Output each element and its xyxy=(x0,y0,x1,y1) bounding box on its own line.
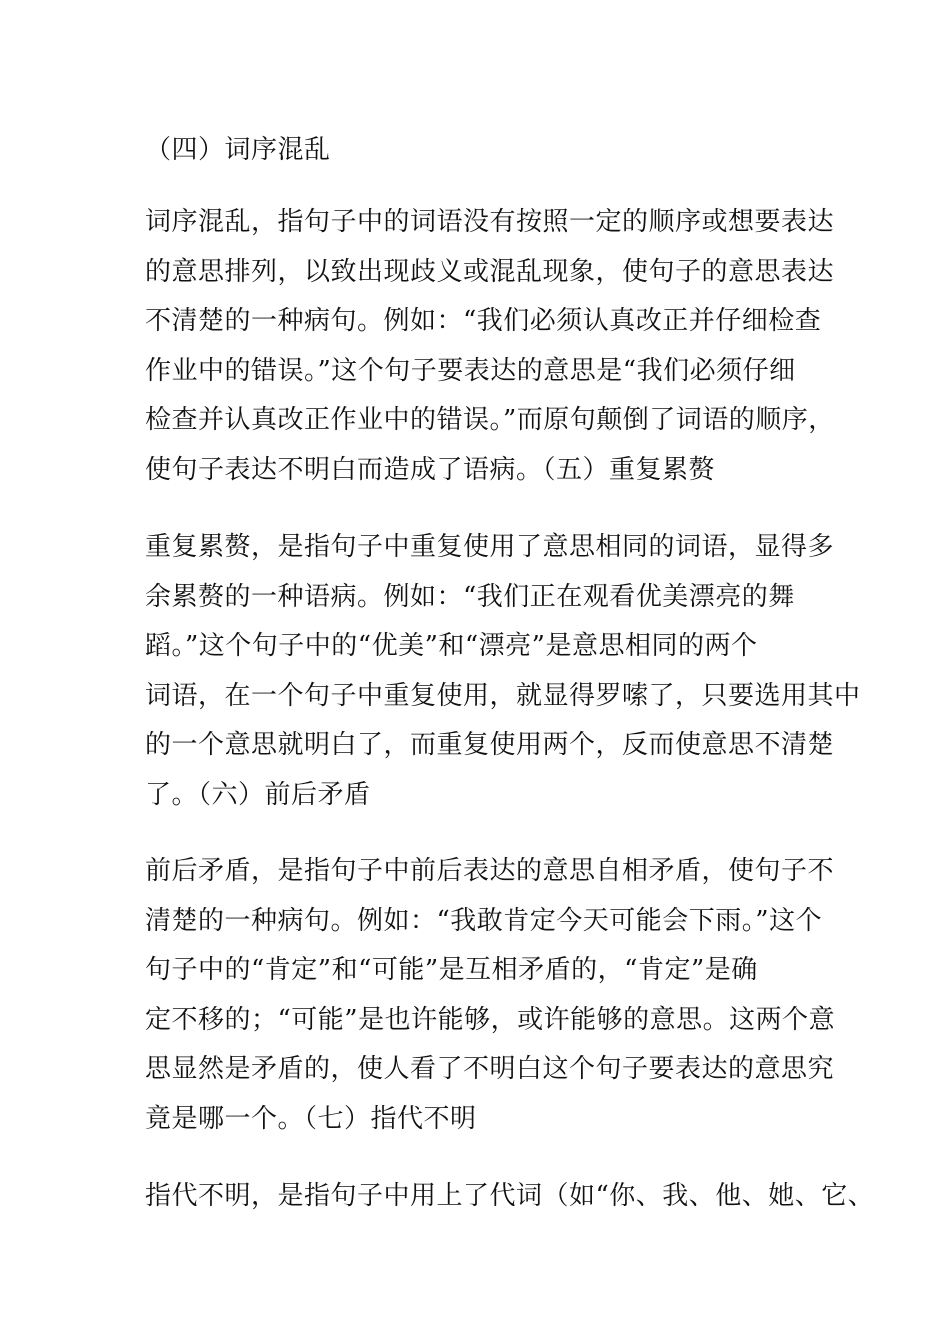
paragraph-line: 蹈。”这个句子中的“优美”和“漂亮”是意思相同的两个 xyxy=(145,631,758,662)
paragraph-line: 的一个意思就明白了，而重复使用两个，反而使意思不清楚 xyxy=(145,730,835,761)
paragraph-line: 词语，在一个句子中重复使用，就显得罗嗦了，只要选用其中 xyxy=(145,680,861,711)
paragraph-line: 思显然是矛盾的，使人看了不明白这个句子要表达的意思究 xyxy=(145,1054,835,1085)
section-heading xyxy=(145,126,815,176)
paragraph-line: 的意思排列，以致出现歧义或混乱现象，使句子的意思表达 xyxy=(145,256,835,287)
paragraph-line: 指代不明，是指句子中用上了代词（如“你、我、他、她、它、 xyxy=(145,1181,875,1211)
paragraph-line: 检查并认真改正作业中的错误。”而原句颠倒了词语的顺序， xyxy=(145,405,835,436)
paragraph-line: 定不移的；“可能”是也许能够，或许能够的意思。这两个意 xyxy=(145,1004,836,1035)
paragraph-line: 重复累赘，是指句子中重复使用了意思相同的词语，显得多 xyxy=(145,532,835,562)
paragraph-line: 句子中的“肯定”和“可能”是互相矛盾的，“肯定”是确 xyxy=(145,955,758,986)
paragraph-line: 作业中的错误。”这个句子要表达的意思是“我们必须仔细 xyxy=(145,355,796,386)
paragraph-line: 不清楚的一种病句。例如：“我们必须认真改正并仔细检查 xyxy=(145,306,822,337)
paragraph-line: 余累赘的一种语病。例如：“我们正在观看优美漂亮的舞 xyxy=(145,581,795,612)
paragraph-word-order xyxy=(145,198,835,496)
paragraph-line: 使句子表达不明白而造成了语病。（五）重复累赘 xyxy=(145,454,716,485)
paragraph-line: 词序混乱，指句子中的词语没有按照一定的顺序或想要表达 xyxy=(145,207,835,237)
paragraph-line: 前后矛盾，是指句子中前后表达的意思自相矛盾，使句子不 xyxy=(145,856,835,886)
heading-text: （四）词序混乱 xyxy=(145,135,331,165)
paragraph-unclear-reference xyxy=(145,1172,875,1222)
paragraph-line: 了。（六）前后矛盾 xyxy=(145,779,371,810)
paragraph-redundancy xyxy=(145,523,861,821)
paragraph-line: 竟是哪一个。（七）指代不明 xyxy=(145,1103,477,1134)
paragraph-contradiction xyxy=(145,847,836,1145)
paragraph-line: 清楚的一种病句。例如：“我敢肯定今天可能会下雨。”这个 xyxy=(145,905,823,936)
